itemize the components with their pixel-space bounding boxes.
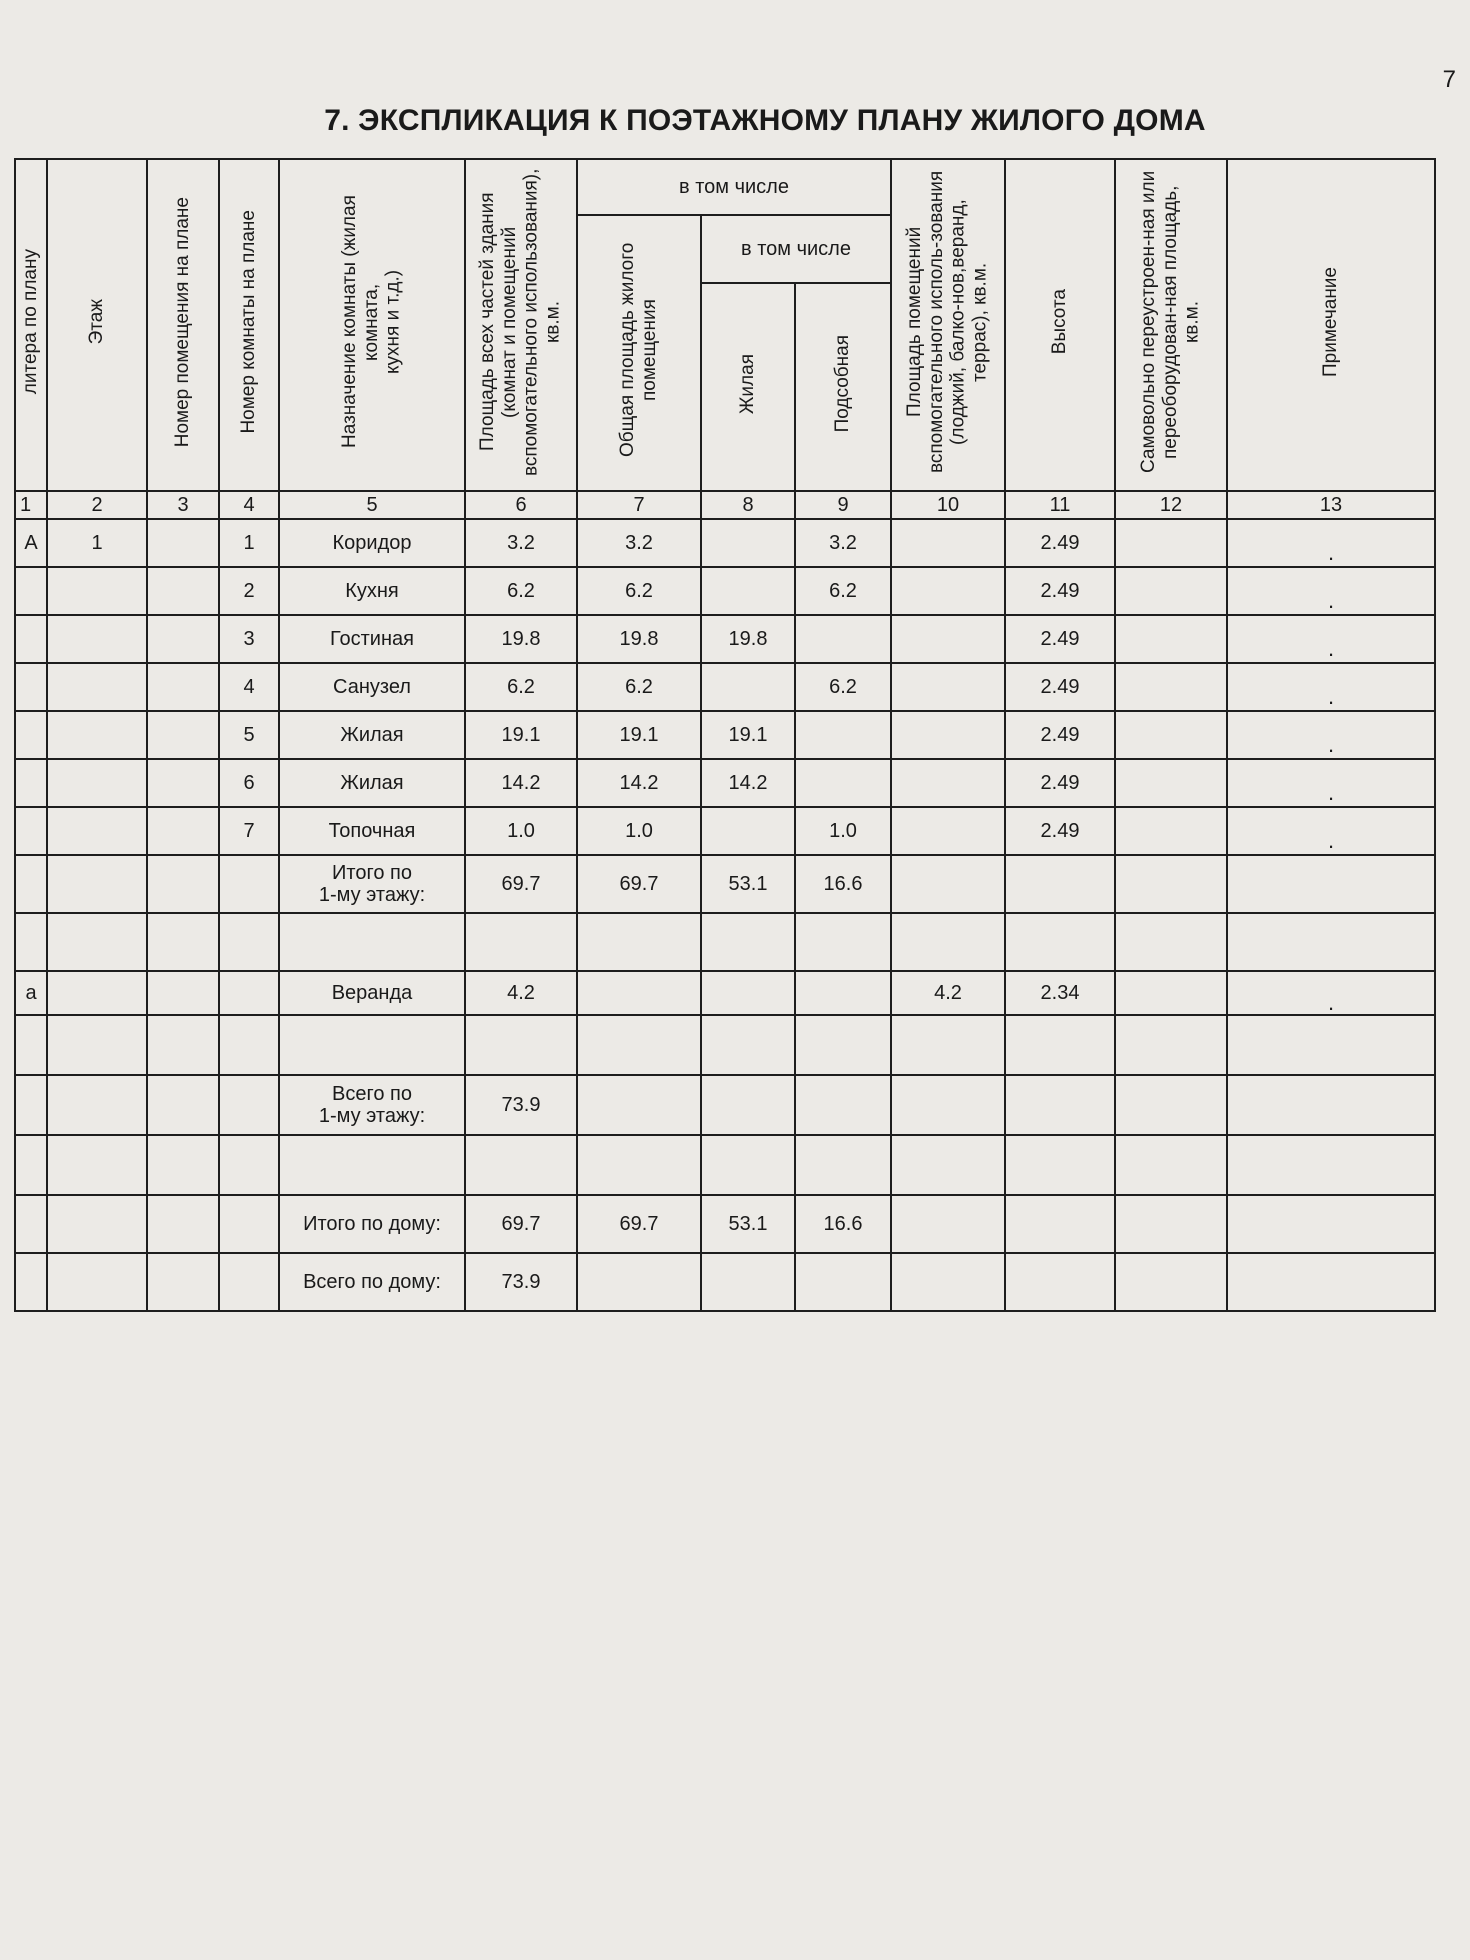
cell-litera: А: [15, 519, 47, 567]
header-row-1: [15, 159, 1435, 215]
cell-room-name: Санузел: [279, 663, 465, 711]
cell-living: [701, 1135, 795, 1195]
cell-room-number: 5: [219, 711, 279, 759]
table-row: [15, 855, 1435, 913]
table-row: [15, 567, 1435, 615]
header-room-purpose: Назначение комнаты (жилая комната, кухня и т.д.): [279, 159, 465, 491]
cell-litera: [15, 1195, 47, 1253]
cell-height: 2.49: [1005, 807, 1115, 855]
cell-self-rebuilt: [1115, 615, 1227, 663]
cell-room-name: Жилая: [279, 759, 465, 807]
cell-room-name: Кухня: [279, 567, 465, 615]
cell-area-all: 69.7: [465, 855, 577, 913]
header-premise-number: Номер помещения на плане: [147, 159, 219, 491]
cell-litera: а: [15, 971, 47, 1015]
cell-aux-area: [891, 855, 1005, 913]
cell-self-rebuilt: [1115, 759, 1227, 807]
cell-area-total: [577, 1135, 701, 1195]
cell-aux: 1.0: [795, 807, 891, 855]
document-title: 7. ЭКСПЛИКАЦИЯ К ПОЭТАЖНОМУ ПЛАНУ ЖИЛОГО ДОМА: [324, 104, 1206, 137]
cell-area-total: 69.7: [577, 1195, 701, 1253]
cell-litera: [15, 711, 47, 759]
cell-premise: [147, 567, 219, 615]
cell-room-number: 6: [219, 759, 279, 807]
cell-note: [1227, 519, 1435, 567]
cell-area-total: 14.2: [577, 759, 701, 807]
cell-area-all: [465, 1015, 577, 1075]
cell-height: [1005, 913, 1115, 971]
cell-note: [1227, 1253, 1435, 1311]
cell-self-rebuilt: [1115, 807, 1227, 855]
cell-note: [1227, 567, 1435, 615]
cell-aux-area: [891, 615, 1005, 663]
note-mark: .: [1327, 828, 1335, 853]
cell-height: [1005, 1075, 1115, 1135]
cell-premise: [147, 663, 219, 711]
cell-note: [1227, 971, 1435, 1015]
cell-area-all: 14.2: [465, 759, 577, 807]
cell-floor: [47, 855, 147, 913]
cell-height: [1005, 1253, 1115, 1311]
cell-room-number: 7: [219, 807, 279, 855]
cell-litera: [15, 913, 47, 971]
cell-premise: [147, 615, 219, 663]
cell-living: 14.2: [701, 759, 795, 807]
column-number: 2: [47, 491, 147, 519]
cell-height: [1005, 1195, 1115, 1253]
cell-room-number: [219, 1075, 279, 1135]
cell-area-all: 73.9: [465, 1253, 577, 1311]
column-number: 12: [1115, 491, 1227, 519]
cell-aux: [795, 759, 891, 807]
cell-height: 2.49: [1005, 519, 1115, 567]
cell-floor: [47, 1195, 147, 1253]
cell-living: [701, 663, 795, 711]
cell-living: [701, 1075, 795, 1135]
cell-area-total: 6.2: [577, 663, 701, 711]
cell-area-total: [577, 1075, 701, 1135]
column-number: 10: [891, 491, 1005, 519]
cell-living: [701, 519, 795, 567]
column-number: 7: [577, 491, 701, 519]
cell-living: [701, 567, 795, 615]
cell-area-all: 6.2: [465, 663, 577, 711]
header-self-rebuilt: Самовольно переустроен-ная или переоборудован-ная площадь, кв.м.: [1115, 159, 1227, 491]
cell-note: [1227, 615, 1435, 663]
table-row: [15, 1015, 1435, 1075]
cell-room-number: [219, 855, 279, 913]
cell-area-all: 1.0: [465, 807, 577, 855]
cell-living: [701, 913, 795, 971]
cell-height: 2.34: [1005, 971, 1115, 1015]
table-row: [15, 519, 1435, 567]
cell-aux: [795, 1253, 891, 1311]
cell-aux: 16.6: [795, 855, 891, 913]
cell-note: [1227, 663, 1435, 711]
note-mark: .: [1327, 732, 1335, 757]
cell-litera: [15, 567, 47, 615]
header-aux-area: Площадь помещений вспомогательного исполь-зования (лоджий, балко-нов,веранд, террас), кв.м.: [891, 159, 1005, 491]
note-mark: .: [1327, 780, 1335, 805]
cell-self-rebuilt: [1115, 913, 1227, 971]
cell-premise: [147, 1015, 219, 1075]
cell-premise: [147, 1135, 219, 1195]
cell-aux: 16.6: [795, 1195, 891, 1253]
cell-area-all: 19.1: [465, 711, 577, 759]
cell-litera: [15, 1253, 47, 1311]
cell-floor: [47, 615, 147, 663]
cell-room-name: [279, 1015, 465, 1075]
cell-self-rebuilt: [1115, 519, 1227, 567]
cell-living: [701, 1253, 795, 1311]
header-subgroup-including: в том числе: [701, 215, 891, 283]
cell-room-name: Веранда: [279, 971, 465, 1015]
cell-aux-area: [891, 711, 1005, 759]
cell-self-rebuilt: [1115, 855, 1227, 913]
cell-floor: [47, 1253, 147, 1311]
cell-room-name: Всего по дому:: [279, 1253, 465, 1311]
cell-aux-area: [891, 1195, 1005, 1253]
cell-litera: [15, 1135, 47, 1195]
note-mark: .: [1327, 990, 1335, 1015]
cell-aux: [795, 1135, 891, 1195]
explication-sheet: [14, 158, 1434, 1312]
header-height: Высота: [1005, 159, 1115, 491]
cell-floor: [47, 971, 147, 1015]
cell-premise: [147, 971, 219, 1015]
cell-note: [1227, 711, 1435, 759]
table-row: [15, 913, 1435, 971]
cell-aux-area: [891, 663, 1005, 711]
cell-room-number: [219, 913, 279, 971]
cell-room-number: [219, 1253, 279, 1311]
column-number: 8: [701, 491, 795, 519]
note-mark: .: [1327, 588, 1335, 613]
cell-aux: [795, 711, 891, 759]
header-area-all: Площадь всех частей здания (комнат и помещений вспомогательного использования), кв.м.: [465, 159, 577, 491]
cell-area-all: 69.7: [465, 1195, 577, 1253]
header-room-number: Номер комнаты на плане: [219, 159, 279, 491]
cell-area-total: [577, 1015, 701, 1075]
cell-floor: [47, 1135, 147, 1195]
cell-aux: 3.2: [795, 519, 891, 567]
cell-area-all: [465, 913, 577, 971]
cell-aux: [795, 1015, 891, 1075]
cell-litera: [15, 1015, 47, 1075]
cell-aux: 6.2: [795, 567, 891, 615]
table-row: [15, 1075, 1435, 1135]
cell-room-name: Топочная: [279, 807, 465, 855]
cell-self-rebuilt: [1115, 711, 1227, 759]
table-row: [15, 1195, 1435, 1253]
table-row: [15, 1253, 1435, 1311]
cell-living: 53.1: [701, 1195, 795, 1253]
cell-self-rebuilt: [1115, 567, 1227, 615]
cell-floor: [47, 913, 147, 971]
cell-premise: [147, 1075, 219, 1135]
table-row: [15, 1135, 1435, 1195]
cell-living: [701, 1015, 795, 1075]
cell-note: [1227, 1135, 1435, 1195]
cell-height: 2.49: [1005, 615, 1115, 663]
cell-aux-area: [891, 1135, 1005, 1195]
table-row: [15, 971, 1435, 1015]
cell-living: 19.1: [701, 711, 795, 759]
cell-room-number: 4: [219, 663, 279, 711]
cell-area-total: [577, 913, 701, 971]
cell-litera: [15, 855, 47, 913]
cell-premise: [147, 913, 219, 971]
cell-height: 2.49: [1005, 759, 1115, 807]
cell-area-total: 19.1: [577, 711, 701, 759]
note-mark: .: [1327, 684, 1335, 709]
cell-self-rebuilt: [1115, 1253, 1227, 1311]
cell-aux: [795, 971, 891, 1015]
header-litera: литера по плану: [15, 159, 47, 491]
cell-floor: [47, 711, 147, 759]
note-mark: .: [1327, 540, 1335, 565]
cell-floor: [47, 1075, 147, 1135]
cell-room-number: [219, 1195, 279, 1253]
cell-room-number: 3: [219, 615, 279, 663]
cell-aux: [795, 1075, 891, 1135]
cell-area-total: 6.2: [577, 567, 701, 615]
cell-room-number: [219, 1135, 279, 1195]
cell-room-number: [219, 971, 279, 1015]
cell-aux-area: [891, 567, 1005, 615]
cell-area-total: [577, 1253, 701, 1311]
cell-aux-area: 4.2: [891, 971, 1005, 1015]
cell-self-rebuilt: [1115, 1135, 1227, 1195]
cell-note: [1227, 855, 1435, 913]
cell-area-total: 3.2: [577, 519, 701, 567]
cell-premise: [147, 807, 219, 855]
cell-area-all: 6.2: [465, 567, 577, 615]
cell-room-number: 1: [219, 519, 279, 567]
cell-self-rebuilt: [1115, 1075, 1227, 1135]
header-floor: Этаж: [47, 159, 147, 491]
cell-aux-area: [891, 1015, 1005, 1075]
cell-height: [1005, 855, 1115, 913]
cell-area-all: 4.2: [465, 971, 577, 1015]
column-number-row: [15, 491, 1435, 519]
cell-self-rebuilt: [1115, 1195, 1227, 1253]
header-living: Жилая: [701, 283, 795, 491]
cell-note: [1227, 807, 1435, 855]
cell-premise: [147, 711, 219, 759]
cell-aux: [795, 913, 891, 971]
cell-area-all: 19.8: [465, 615, 577, 663]
table-row: [15, 615, 1435, 663]
cell-litera: [15, 1075, 47, 1135]
cell-height: 2.49: [1005, 711, 1115, 759]
cell-room-name: Гостиная: [279, 615, 465, 663]
cell-note: [1227, 759, 1435, 807]
table-row: [15, 711, 1435, 759]
header-total-living-area: Общая площадь жилого помещения: [577, 215, 701, 491]
cell-living: [701, 971, 795, 1015]
cell-premise: [147, 1253, 219, 1311]
cell-note: [1227, 1195, 1435, 1253]
cell-area-all: 3.2: [465, 519, 577, 567]
cell-premise: [147, 519, 219, 567]
column-number: 9: [795, 491, 891, 519]
cell-premise: [147, 1195, 219, 1253]
cell-floor: [47, 567, 147, 615]
column-number: 13: [1227, 491, 1435, 519]
cell-room-name: Коридор: [279, 519, 465, 567]
column-number: 3: [147, 491, 219, 519]
cell-floor: [47, 807, 147, 855]
cell-aux-area: [891, 519, 1005, 567]
cell-height: [1005, 1135, 1115, 1195]
table-row: [15, 663, 1435, 711]
header-note: Примечание: [1227, 159, 1435, 491]
cell-height: [1005, 1015, 1115, 1075]
column-number: 6: [465, 491, 577, 519]
cell-height: 2.49: [1005, 663, 1115, 711]
cell-self-rebuilt: [1115, 1015, 1227, 1075]
cell-premise: [147, 759, 219, 807]
cell-aux: 6.2: [795, 663, 891, 711]
cell-room-name: Жилая: [279, 711, 465, 759]
cell-floor: 1: [47, 519, 147, 567]
cell-aux-area: [891, 807, 1005, 855]
column-number: 11: [1005, 491, 1115, 519]
table-body: [15, 519, 1435, 1311]
cell-aux-area: [891, 759, 1005, 807]
cell-self-rebuilt: [1115, 971, 1227, 1015]
cell-note: [1227, 1075, 1435, 1135]
explication-table: [14, 158, 1436, 1312]
cell-area-total: 1.0: [577, 807, 701, 855]
cell-living: 19.8: [701, 615, 795, 663]
header-auxiliary: Подсобная: [795, 283, 891, 491]
cell-aux-area: [891, 1253, 1005, 1311]
cell-room-name: [279, 1135, 465, 1195]
cell-area-total: 69.7: [577, 855, 701, 913]
cell-litera: [15, 807, 47, 855]
note-mark: .: [1327, 636, 1335, 661]
cell-room-name: Итого по 1-му этажу:: [279, 855, 465, 913]
cell-area-all: 73.9: [465, 1075, 577, 1135]
page-number: 7: [1442, 66, 1456, 93]
cell-note: [1227, 1015, 1435, 1075]
cell-floor: [47, 759, 147, 807]
cell-litera: [15, 615, 47, 663]
cell-living: 53.1: [701, 855, 795, 913]
column-number: 5: [279, 491, 465, 519]
cell-floor: [47, 1015, 147, 1075]
cell-room-number: [219, 1015, 279, 1075]
cell-note: [1227, 913, 1435, 971]
cell-self-rebuilt: [1115, 663, 1227, 711]
table-row: [15, 759, 1435, 807]
cell-premise: [147, 855, 219, 913]
cell-litera: [15, 759, 47, 807]
cell-aux: [795, 615, 891, 663]
cell-room-name: Итого по дому:: [279, 1195, 465, 1253]
cell-height: 2.49: [1005, 567, 1115, 615]
cell-area-all: [465, 1135, 577, 1195]
cell-aux-area: [891, 1075, 1005, 1135]
cell-room-number: 2: [219, 567, 279, 615]
cell-room-name: [279, 913, 465, 971]
cell-room-name: Всего по 1-му этажу:: [279, 1075, 465, 1135]
column-number: 1: [15, 491, 47, 519]
column-number: 4: [219, 491, 279, 519]
cell-area-total: [577, 971, 701, 1015]
header-group-including: в том числе: [577, 159, 891, 215]
table-row: [15, 807, 1435, 855]
cell-area-total: 19.8: [577, 615, 701, 663]
cell-litera: [15, 663, 47, 711]
cell-floor: [47, 663, 147, 711]
cell-living: [701, 807, 795, 855]
cell-aux-area: [891, 913, 1005, 971]
